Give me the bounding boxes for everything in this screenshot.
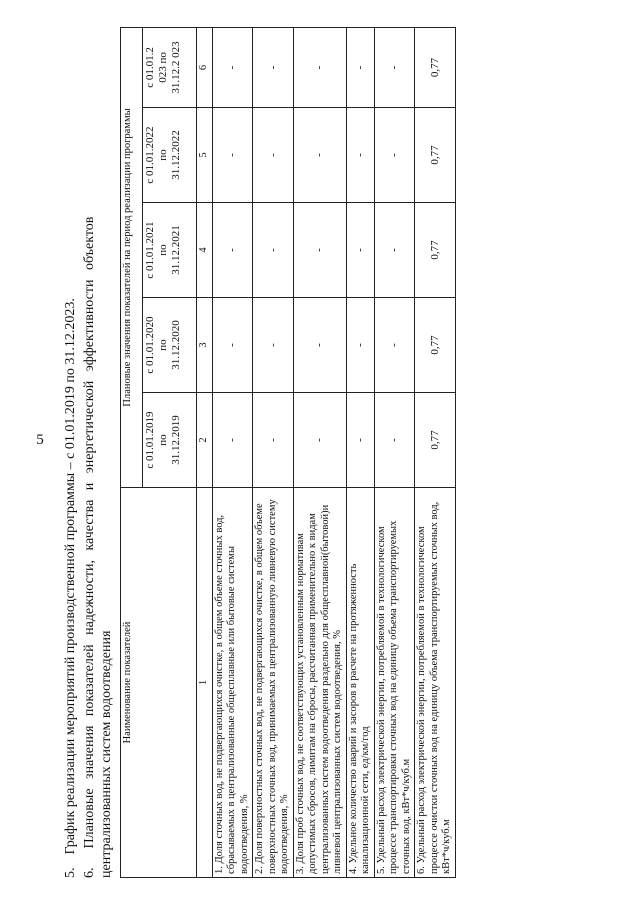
indicator-value: - <box>346 203 374 298</box>
indicator-value: - <box>374 393 415 488</box>
indicator-value: - <box>212 27 253 107</box>
column-number: 5 <box>197 108 213 203</box>
period-to-word: 023 по <box>157 52 169 83</box>
column-numbers-row <box>197 27 213 877</box>
indicator-value: 0,77 <box>415 108 456 203</box>
table-row <box>293 27 346 877</box>
indicator-value: - <box>293 298 346 393</box>
indicator-value: - <box>346 108 374 203</box>
period-from: с 01.01.2021 <box>144 221 156 279</box>
period-to: 31.12.2020 <box>170 320 182 370</box>
indicator-name: 2. Доля поверхностных сточных вод, не подвергающихся очистке, в общем объеме поверхностных сточных вод, принимаемых в централизованную ливневую систему водоотведения, % <box>253 488 294 878</box>
indicator-value: 0,77 <box>415 203 456 298</box>
indicator-value: - <box>253 393 294 488</box>
indicator-value: - <box>374 108 415 203</box>
indicator-value: 0,77 <box>415 393 456 488</box>
period-2021 <box>143 203 197 298</box>
table-row <box>374 27 415 877</box>
indicator-value: - <box>253 298 294 393</box>
indicator-value: 0,77 <box>415 298 456 393</box>
indicator-value: - <box>212 203 253 298</box>
indicator-value: 0,77 <box>415 27 456 107</box>
period-to: 31.12.2019 <box>170 415 182 465</box>
column-number: 4 <box>197 203 213 298</box>
rotated-content <box>62 28 582 878</box>
indicator-value: - <box>212 108 253 203</box>
period-2020 <box>143 298 197 393</box>
indicator-name: 3. Доля проб сточных вод, не соответствующих установленным нормативам допустимых сбросов, лимитам на сбросы, рассчитанная применительно к видам централизованных систем водоотведения раздельно для общесплавной(бытовой)и ливневой централизованных систем водоотведения, % <box>293 488 346 878</box>
section-6-number: 6. <box>82 867 97 878</box>
indicator-value: - <box>293 393 346 488</box>
period-to-word: по <box>157 244 169 256</box>
section-6-text-line2: централизованных систем водоотведения <box>99 630 114 878</box>
section-5-heading <box>62 298 79 878</box>
period-to: 31.12.2021 <box>170 225 182 275</box>
header-indicator-name: Наименование показателей <box>121 488 197 878</box>
indicator-value: - <box>374 27 415 107</box>
column-number: 3 <box>197 298 213 393</box>
indicator-name: 4. Удельное количество аварий и засоров в расчете на протяженность канализационной сети, ед/км/год <box>346 488 374 878</box>
period-to-word: по <box>157 339 169 351</box>
table-row <box>253 27 294 877</box>
indicator-value: - <box>346 27 374 107</box>
indicator-value: - <box>346 393 374 488</box>
indicator-value: - <box>253 203 294 298</box>
column-number: 2 <box>197 393 213 488</box>
column-number: 6 <box>197 27 213 107</box>
column-number: 1 <box>197 488 213 878</box>
period-from: с 01.01.2022 <box>144 126 156 184</box>
indicator-name: 5. Удельный расход электрической энергии, потребляемой в технологическом процессе транспортировки сточных вод на единицу объема транспортируемых сточных вод, кВт*ч/куб.м <box>374 488 415 878</box>
table-row <box>346 27 374 877</box>
indicator-value: - <box>253 27 294 107</box>
indicator-name: 1. Доля сточных вод, не подвергающихся очистке, в общем объеме сточных вод, сбрасываемых в централизованные общесплавные или бытовые системы водоотведения, % <box>212 488 253 878</box>
period-to: 31.12.2 023 <box>170 41 182 94</box>
table-row <box>415 27 456 877</box>
period-2022 <box>143 108 197 203</box>
period-from: с 01.01.2020 <box>144 316 156 374</box>
section-5-number: 5. <box>63 867 78 878</box>
page-number: 5 <box>36 432 44 448</box>
period-from: с 01.01.2019 <box>144 411 156 469</box>
indicator-name: 6. Удельный расход электрической энергии, потребляемой в технологическом процессе очистки сточных вод на единицу объема транспортируемых сточных вод, кВт*ч/куб.м <box>415 488 456 878</box>
indicator-value: - <box>374 298 415 393</box>
indicator-value: - <box>293 203 346 298</box>
period-to-word: по <box>157 149 169 161</box>
section-5-text: График реализации мероприятий производственной программы – с 01.01.2019 по 31.12.2023. <box>63 298 78 855</box>
indicator-value: - <box>293 108 346 203</box>
indicator-value: - <box>253 108 294 203</box>
section-6-text-line1: Плановые значения показателей надежности, качества и энергетической эффективности объектов <box>82 216 97 849</box>
header-plan-values: Плановые значения показателей на период реализации программы <box>121 27 143 487</box>
period-2019 <box>143 393 197 488</box>
indicator-value: - <box>374 203 415 298</box>
indicator-value: - <box>293 27 346 107</box>
section-6-heading <box>81 28 98 878</box>
period-to-word: по <box>157 434 169 446</box>
table-row <box>212 27 253 877</box>
indicator-value: - <box>346 298 374 393</box>
indicator-value: - <box>212 298 253 393</box>
period-to: 31.12.2022 <box>170 130 182 180</box>
period-2023 <box>143 27 197 107</box>
indicators-table <box>120 27 456 878</box>
period-from: с 01.01.2 <box>144 47 156 88</box>
indicator-value: - <box>212 393 253 488</box>
